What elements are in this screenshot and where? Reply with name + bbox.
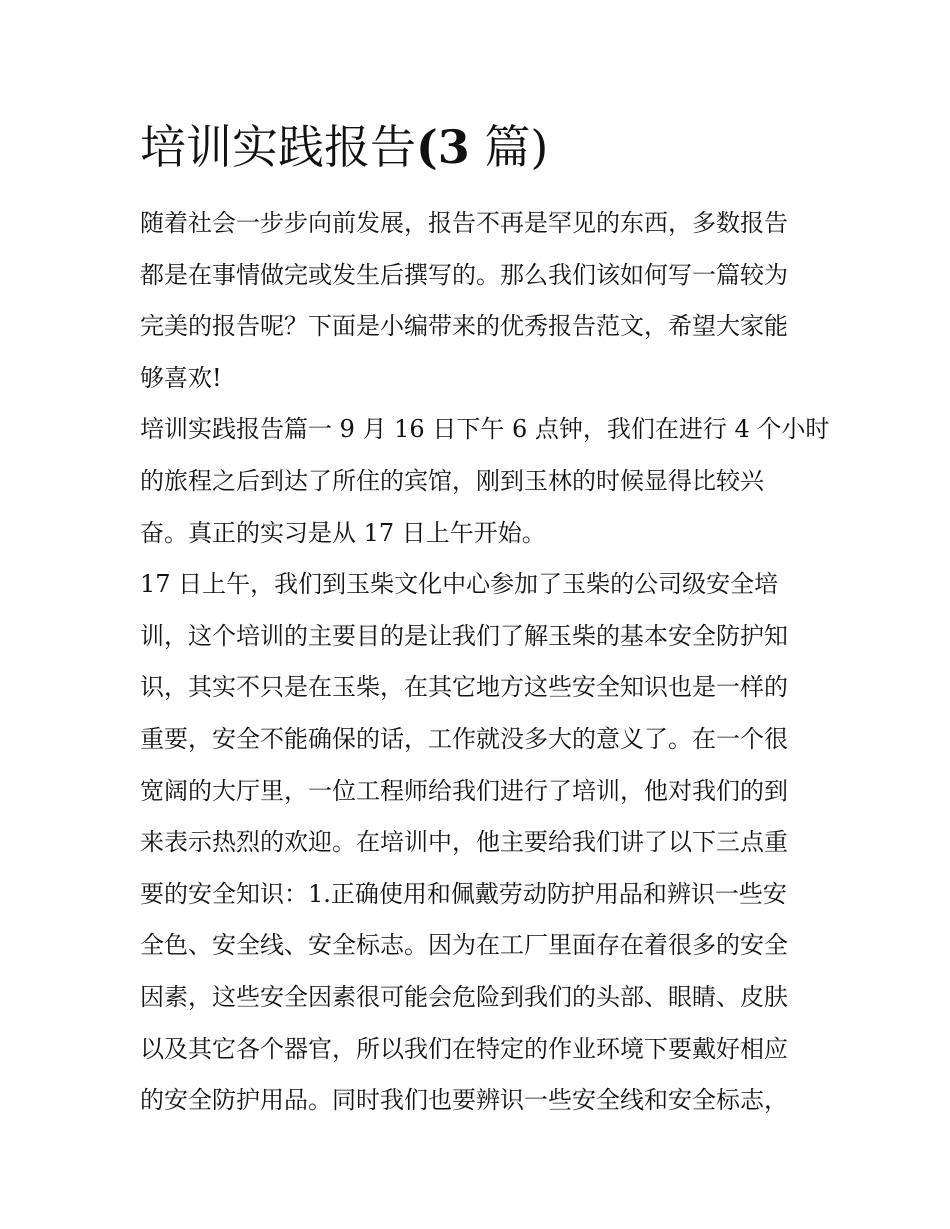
text-line: 全色、安全线、安全标志。因为在工厂里面存在着很多的安全 <box>140 931 788 960</box>
text-line: 奋。真正的实习是从 17 日上午开始。 <box>140 518 546 547</box>
text-line: 都是在事情做完或发生后撰写的。那么我们该如何写一篇较为 <box>140 260 788 289</box>
text-line: 重要，安全不能确保的话，工作就没多大的意义了。在一个很 <box>140 724 788 753</box>
text-line: 17 日上午，我们到玉柴文化中心参加了玉柴的公司级安全培 <box>140 570 779 599</box>
page-title <box>140 116 548 178</box>
text-line: 以及其它各个器官，所以我们在特定的作业环境下要戴好相应 <box>140 1034 788 1063</box>
title-count: (3 <box>416 120 470 174</box>
text-line: 完美的报告呢？下面是小编带来的优秀报告范文，希望大家能 <box>140 312 788 341</box>
title-count-suffix: 篇) <box>469 120 549 174</box>
text-line: 训，这个培训的主要目的是让我们了解玉柴的基本安全防护知 <box>140 621 788 650</box>
text-line: 来表示热烈的欢迎。在培训中，他主要给我们讲了以下三点重 <box>140 828 788 857</box>
text-line: 要的安全知识：1.正确使用和佩戴劳动防护用品和辨识一些安 <box>140 879 787 908</box>
title-main: 培训实践报告 <box>140 120 416 174</box>
text-line: 的安全防护用品。同时我们也要辨识一些安全线和安全标志， <box>140 1086 788 1115</box>
text-line: 的旅程之后到达了所住的宾馆，刚到玉林的时候显得比较兴 <box>140 466 764 495</box>
text-line: 宽阔的大厅里，一位工程师给我们进行了培训，他对我们的到 <box>140 776 788 805</box>
document-body <box>140 198 830 1127</box>
text-line: 因素，这些安全因素很可能会危险到我们的头部、眼睛、皮肤 <box>140 982 788 1011</box>
text-line: 培训实践报告篇一 9 月 16 日下午 6 点钟，我们在进行 4 个小时 <box>140 415 830 444</box>
text-line: 够喜欢! <box>140 363 222 392</box>
text-line: 随着社会一步步向前发展，报告不再是罕见的东西，多数报告 <box>140 209 788 237</box>
text-line: 识，其实不只是在玉柴，在其它地方这些安全知识也是一样的 <box>140 673 788 702</box>
